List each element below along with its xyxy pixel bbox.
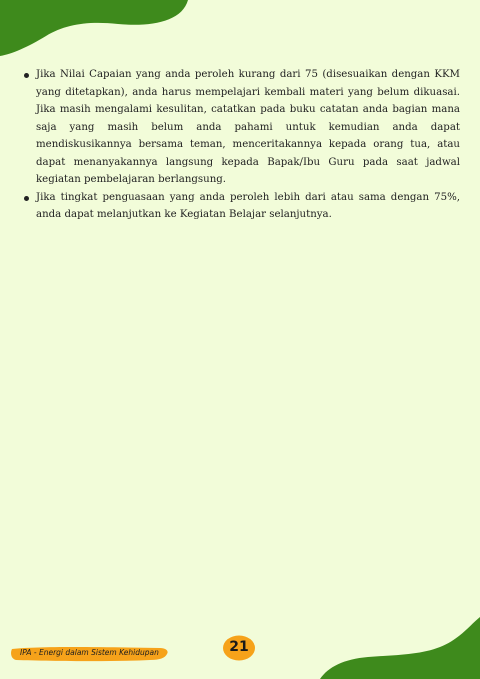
bullet-item-above-threshold <box>22 189 460 224</box>
bullet-text: Jika Nilai Capaian yang anda peroleh kurang dari 75 (disesuaikan dengan KKM yang ditetapkan), anda harus mempelajari kembali materi yang belum dikuasai. Jika masih mengalami kesulitan, catatkan pada buku catatan anda bagian mana saja yang masih belum anda pahami untuk kemudian anda dapat mendiskusikannya bersama teman, menceritakannya kepada orang tua, atau dapat menanyakannya langsung kepada Bapak/Ibu Guru pada saat jadwal kegiatan pembelajaran berlangsung. <box>36 69 460 185</box>
page-number-badge <box>222 635 256 661</box>
footer-text: IPA - Energi dalam Sistem Kehidupan <box>20 648 159 657</box>
bullet-item-below-threshold <box>22 66 460 189</box>
bullet-icon <box>24 196 29 201</box>
bullet-icon <box>24 73 29 78</box>
top-left-green-wave-decoration <box>0 0 200 60</box>
footer-subject-label <box>10 645 170 663</box>
bottom-right-green-wave-decoration <box>320 617 480 679</box>
page-number: 21 <box>229 639 249 655</box>
bullet-list <box>22 66 460 224</box>
bullet-text: Jika tingkat penguasaan yang anda peroleh lebih dari atau sama dengan 75%, anda dapat melanjutkan ke Kegiatan Belajar selanjutnya. <box>36 191 460 220</box>
assessment-guidance <box>22 66 460 224</box>
